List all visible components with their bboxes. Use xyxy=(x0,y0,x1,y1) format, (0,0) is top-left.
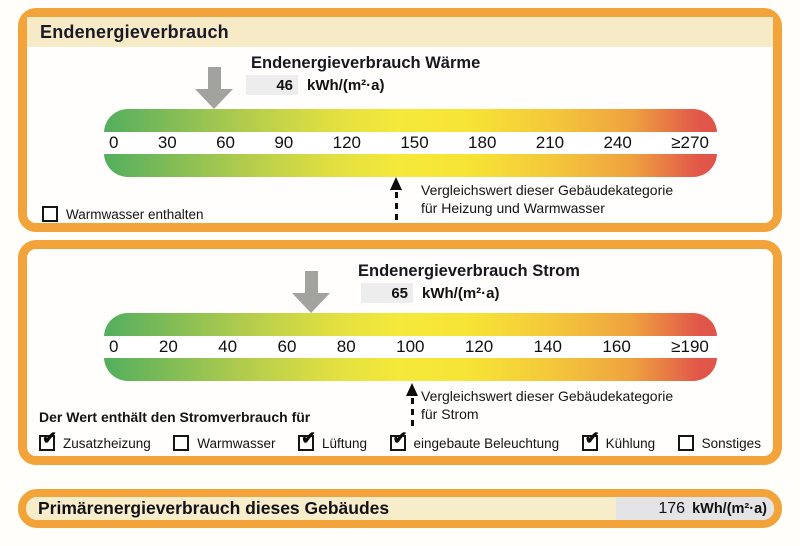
arrow-dashed-stem xyxy=(411,398,414,428)
tick-label: 100 xyxy=(396,337,425,356)
comparison-text-waerme xyxy=(421,181,673,217)
tick-label: 180 xyxy=(468,133,497,152)
tick-label: 0 xyxy=(109,337,119,356)
comparison-line-2: für Heizung und Warmwasser xyxy=(421,200,605,216)
comparison-line-1: Vergleichswert dieser Gebäudekategorie xyxy=(421,388,674,404)
checkbox-unchecked-icon[interactable] xyxy=(678,435,694,451)
checkbox-label: Zusatzheizung xyxy=(63,435,151,451)
checkbox-warmwasser-enthalten[interactable] xyxy=(42,206,204,222)
checkbox-label: Warmwasser enthalten xyxy=(66,206,204,222)
checkbox-label: eingebaute Beleuchtung xyxy=(413,435,560,451)
checkmark-icon: ✔ xyxy=(42,428,58,448)
checkbox-checked-icon[interactable] xyxy=(390,428,408,451)
tick-label: 160 xyxy=(602,337,631,356)
checkmark-icon: ✔ xyxy=(392,428,408,448)
footer-value-box xyxy=(616,497,774,520)
arrow-stem xyxy=(208,67,221,89)
checkbox-checked-icon[interactable] xyxy=(582,428,600,451)
gauge-value-row xyxy=(246,75,385,95)
tick-label: 210 xyxy=(535,133,565,152)
checkbox-label: Sonstiges xyxy=(701,435,761,451)
stromverbrauch-includes-label: Der Wert enthält den Stromverbrauch für xyxy=(39,409,311,425)
comparison-line-1: Vergleichswert dieser Gebäudekategorie xyxy=(421,182,674,198)
checkbox-checked-icon[interactable] xyxy=(298,428,317,451)
stromverbrauch-checkbox-row xyxy=(39,428,761,451)
tick-label: 140 xyxy=(533,337,563,356)
tick-label: 120 xyxy=(332,133,361,152)
footer-label: Primärenergieverbrauch dieses Gebäudes xyxy=(38,498,390,518)
value-box-strom: 65 xyxy=(361,283,413,303)
scale-tick-band xyxy=(104,132,717,154)
value-unit-waerme: kWh/(m²·a) xyxy=(307,76,385,94)
energy-scale-strom xyxy=(104,313,717,381)
panel-endenergieverbrauch-waerme xyxy=(18,8,782,232)
checkbox-lueftung[interactable] xyxy=(298,428,368,451)
checkbox-checked-icon[interactable] xyxy=(39,428,58,451)
checkbox-kuehlung[interactable] xyxy=(582,428,656,451)
checkmark-icon: ✔ xyxy=(301,428,317,448)
panel-endenergieverbrauch-strom xyxy=(18,240,782,465)
value-marker-arrow-icon xyxy=(195,67,233,109)
checkbox-warmwasser[interactable] xyxy=(173,435,275,451)
panel-header-title: Endenergieverbrauch xyxy=(40,21,229,42)
arrow-dashed-stem xyxy=(395,192,398,222)
tick-label: 0 xyxy=(109,133,119,152)
tick-label: 240 xyxy=(603,133,632,152)
value-unit-strom: kWh/(m²·a) xyxy=(422,284,500,302)
tick-label: 80 xyxy=(336,337,356,356)
tick-label: ≥270 xyxy=(671,133,709,152)
arrow-head xyxy=(406,383,418,396)
checkbox-zusatzheizung[interactable] xyxy=(39,428,151,451)
tick-label: 60 xyxy=(216,133,235,152)
checkbox-unchecked-icon[interactable] xyxy=(42,206,58,222)
tick-label: 20 xyxy=(158,337,178,356)
checkbox-sonstiges[interactable] xyxy=(678,435,761,451)
tick-label: ≥190 xyxy=(671,337,709,356)
checkbox-label: Warmwasser xyxy=(197,435,276,451)
comparison-text-strom xyxy=(421,387,673,423)
footer-unit: kWh/(m²·a) xyxy=(692,500,767,517)
checkbox-eingebaute-beleuchtung[interactable] xyxy=(390,428,560,451)
value-marker-arrow-icon xyxy=(292,271,330,313)
comparison-marker-arrow-icon xyxy=(405,383,419,428)
value-box-waerme: 46 xyxy=(246,75,298,95)
footer-value: 176 xyxy=(658,499,686,517)
tick-label: 90 xyxy=(274,133,294,152)
checkbox-label: Lüftung xyxy=(322,435,368,451)
panel-header xyxy=(27,17,773,47)
comparison-line-2: für Strom xyxy=(421,406,479,422)
gauge-value-row xyxy=(361,283,500,303)
checkbox-unchecked-icon[interactable] xyxy=(173,435,189,451)
arrow-head xyxy=(195,89,233,109)
arrow-stem xyxy=(305,271,318,293)
tick-label: 120 xyxy=(464,337,494,356)
energy-scale-waerme xyxy=(104,109,717,177)
tick-label: 30 xyxy=(157,133,177,152)
gauge-title-waerme: Endenergieverbrauch Wärme xyxy=(251,54,481,72)
gauge-title-strom: Endenergieverbrauch Strom xyxy=(358,262,580,280)
tick-label: 60 xyxy=(277,337,297,356)
checkmark-icon: ✔ xyxy=(584,428,600,448)
scale-tick-band xyxy=(104,336,717,358)
primaerenergieverbrauch-bar xyxy=(18,489,782,528)
arrow-head xyxy=(292,293,330,313)
arrow-head xyxy=(390,177,402,190)
checkbox-label: Kühlung xyxy=(605,435,656,451)
tick-label: 40 xyxy=(218,337,238,356)
comparison-marker-arrow-icon xyxy=(389,177,403,222)
tick-label: 150 xyxy=(400,133,429,152)
